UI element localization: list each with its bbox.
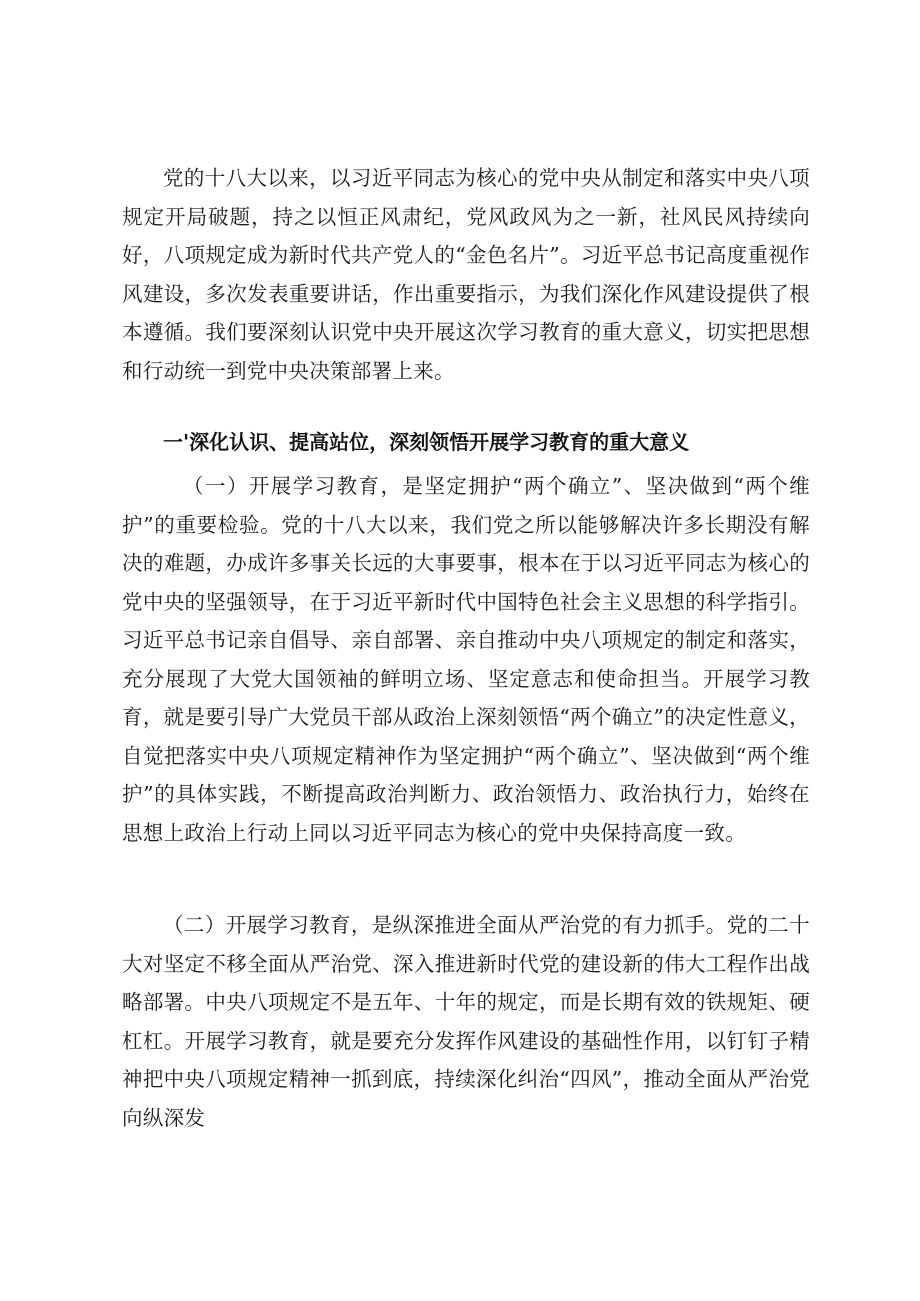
paragraph-one: （一）开展学习教育，是坚定拥护“两个确立”、坚决做到“两个维护”的重要检验。党的十八大以来，我们党之所以能够解决许多长期没有解决的难题，办成许多事关长远的大事要事，根本在于以习近平同志为核心的党中央的坚强领导，在于习近平新时代中国特色社会主义思想的科学指引。习近平总书记亲自倡导、亲自部署、亲自推动中央八项规定的制定和落实，充分展现了大党大国领袖的鲜明立场、坚定意志和使命担当。开展学习教育，就是要引导广大党员干部从政治上深刻领悟“两个确立”的决定性意义，自觉把落实中央八项规定精神作为坚定拥护“两个确立”、坚决做到“两个维护”的具体实践，不断提高政治判断力、政治领悟力、政治执行力，始终在思想上政治上行动上同以习近平同志为核心的党中央保持高度一致。 [122, 474, 810, 845]
section-heading: 一'深化认识、提高站位，深刻领悟开展学习教育的重大意义 [163, 430, 690, 454]
paragraph-two: （二）开展学习教育，是纵深推进全面从严治党的有力抓手。党的二十大对坚定不移全面从严治党、深入推进新时代党的建设新的伟大工程作出战略部署。中央八项规定不是五年、十年的规定，而是长期有效的铁规矩、硬杠杠。开展学习教育，就是要充分发挥作风建设的基础性作用，以钉钉子精神把中央八项规定精神一抓到底，持续深化纠治“四风”，推动全面从严治党向纵深发 [122, 913, 810, 1130]
intro-paragraph: 党的十八大以来，以习近平同志为核心的党中央从制定和落实中央八项规定开局破题，持之以恒正风肃纪，党风政风为之一新，社风民风持续向好，八项规定成为新时代共产党人的“金色名片”。习近平总书记高度重视作风建设，多次发表重要讲话，作出重要指示，为我们深化作风建设提供了根本遵循。我们要深刻认识党中央开展这次学习教育的重大意义，切实把思想和行动统一到党中央决策部署上来。 [122, 166, 810, 383]
